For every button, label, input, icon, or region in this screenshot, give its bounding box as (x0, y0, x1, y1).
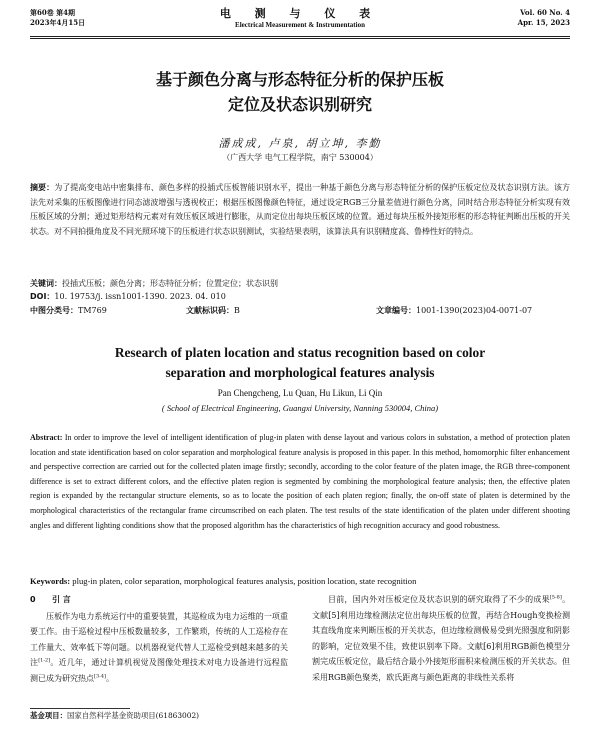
running-header (30, 8, 570, 38)
article-number-label: 文章编号： (376, 306, 416, 315)
authors-cn: 潘成成, 卢泉, 胡立坤, 李勤 (218, 137, 382, 150)
body-column-right (312, 592, 570, 686)
keywords-cn-label: 关键词： (30, 279, 62, 288)
title-cn-line-1: 基于颜色分离与形态特征分析的保护压板 (155, 70, 444, 89)
document-code-value: B (234, 306, 240, 315)
header-rule-bottom (30, 38, 570, 39)
abstract-cn-label: 摘要： (30, 183, 55, 192)
paper-title-cn (30, 67, 570, 117)
doi-line (30, 291, 226, 303)
header-date-en: Apr. 15, 2023 (517, 18, 570, 27)
article-number-value: 1001-1390(2023)04-0071-07 (416, 306, 533, 315)
title-cn-line-2: 定位及状态识别研究 (227, 95, 372, 114)
keywords-en-label: Keywords: (30, 576, 71, 586)
intro-p2-text-b: 。文献[5]利用边缘检测法定位出每块压板的位置，再结合Hough变换检测其直线角度来判断压板的开关状态，但边缘检测极易受到光照强度和阴影的影响，定位效果不佳，致使识别率下降。文献[6]利用RGB颜色模型分割完成压板定位，最后结合最小外接矩形面积来检测压板的开关状态。但采用RGB颜色聚类，欧氏距离与颜色距离的非线性关系将 (312, 595, 570, 682)
abstract-cn (30, 181, 570, 239)
abstract-en-label: Abstract: (30, 433, 63, 442)
intro-paragraph-2 (312, 592, 570, 686)
citation-3-4: [3-4] (94, 673, 106, 680)
abstract-cn-text: 为了提高变电站中密集排布、颜色多样的投插式压板智能识别水平，提出一种基于颜色分离与形态特征分析的保护压板定位及状态识别方法。该方法先对采集的压板图像进行同态滤波增强与透视校正；根据压板图像颜色特征，通过设定RGB三分量差值进行颜色分离，同时结合形态特征分析实现有效压板区域的分割；通过矩形结构元素对有效压板区域进行膨胀，从而定位出每块压板区域的位置。通过每块压板外接矩形框的形态特征判断出压板的开关状态。对不同拍摄角度及不同光照环境下的压板进行状态识别测试，实验结果表明，该算法具有识别精度高、鲁棒性好的特点。 (30, 183, 570, 236)
abstract-en-text: In order to improve the level of intelligent identification of plug-in platen with dense layout and various colors in substation, a method of protection platen location and state identification based on color separation and morphological feature analysis is proposed in this paper. In this method, homomorphic filter enhancement and perspective correction are carried out for the collected platen image firstly; secondly, according to the color feature of the platen image, the RGB three-component difference is set to extract different colors, and the effective platen region is segmented by combining the morphological feature analysis; then, the effective platen region is expanded by the rectangular structure elements, so as to locate the position of each platen region; finally, the on-off state of platen is determined by the morphological characteristics of the rectangular frame circumscribed on each platen. The test results of the state identification of the platen under different shooting angles and different lighting conditions show that the proposed algorithm has the characteristics of high recognition accuracy and good robustness. (30, 433, 571, 530)
doi-label: DOI： (30, 292, 55, 301)
affiliation-cn: （广西大学 电气工程学院，南宁 530004） (222, 153, 378, 162)
body-column-left (30, 592, 288, 687)
footnote-funding (30, 711, 199, 721)
clc-label: 中图分类号： (30, 306, 78, 315)
header-volume-cn: 第60卷 第4期 (30, 8, 76, 17)
journal-name-en: Electrical Measurement & Instrumentation (235, 21, 365, 29)
keywords-en-text: plug-in platen, color separation, morphological features analysis, position location, state recognition (72, 576, 417, 586)
citation-5-8: [5-8] (549, 594, 562, 601)
section-title: 引 言 (52, 595, 71, 604)
affiliation-en: ( School of Electrical Engineering, Guangxi University, Nanning 530004, China) (161, 403, 439, 413)
header-volume-en: Vol. 60 No. 4 (520, 8, 570, 17)
funding-text: 国家自然科学基金资助项目(61863002) (66, 711, 200, 720)
header-center (30, 8, 570, 30)
intro-paragraph-1 (30, 609, 288, 687)
document-code (186, 305, 240, 317)
abstract-en (30, 431, 570, 533)
header-date-cn: 2023年4月15日 (30, 18, 86, 27)
citation-1-2: [1-2] (38, 657, 51, 664)
doi-value: 10. 19753/j. issn1001-1390. 2023. 04. 010 (54, 292, 226, 301)
header-rule-top (30, 36, 570, 37)
keywords-en (30, 575, 570, 587)
clc-number (30, 305, 107, 317)
footnote-rule (30, 708, 130, 709)
intro-p2-text-a: 目前，国内外对压板定位及状态识别的研究取得了不少的成果 (328, 595, 550, 604)
authors-en: Pan Chengcheng, Lu Quan, Hu Likun, Li Qin (217, 388, 383, 398)
keywords-cn-text: 投插式压板；颜色分离；形态特征分析；位置定位；状态识别 (62, 279, 278, 288)
title-en-line-2: separation and morphological features analysis (165, 365, 435, 380)
header-right (518, 8, 570, 28)
article-number (376, 305, 532, 317)
section-number: 0 (30, 595, 36, 604)
title-en-line-1: Research of platen location and status recognition based on color (114, 345, 486, 360)
keywords-cn (30, 278, 278, 290)
funding-label: 基金项目： (30, 711, 67, 720)
document-code-label: 文献标识码： (186, 306, 234, 315)
intro-p1-text-c: 。 (105, 673, 114, 683)
intro-p1-text-a: 压板作为电力系统运行中的重要装置，其巡检成为电力运维的一项重要工作。由于巡检过程中压板数量较多，工作繁琐，传统的人工巡检存在工作量大、效率低下等问题。以机器视觉代替人工巡检受到越来越多的关注 (30, 611, 288, 668)
intro-p1-text-b: 。近几年，通过计算机视觉及图像处理技术对电力设备进行远程监测已成为研究热点 (30, 658, 288, 683)
section-heading-introduction (30, 592, 288, 608)
journal-name-cn: 电 测 与 仪 表 (219, 7, 381, 20)
paper-title-en (40, 343, 560, 383)
clc-value: TM769 (78, 306, 107, 315)
